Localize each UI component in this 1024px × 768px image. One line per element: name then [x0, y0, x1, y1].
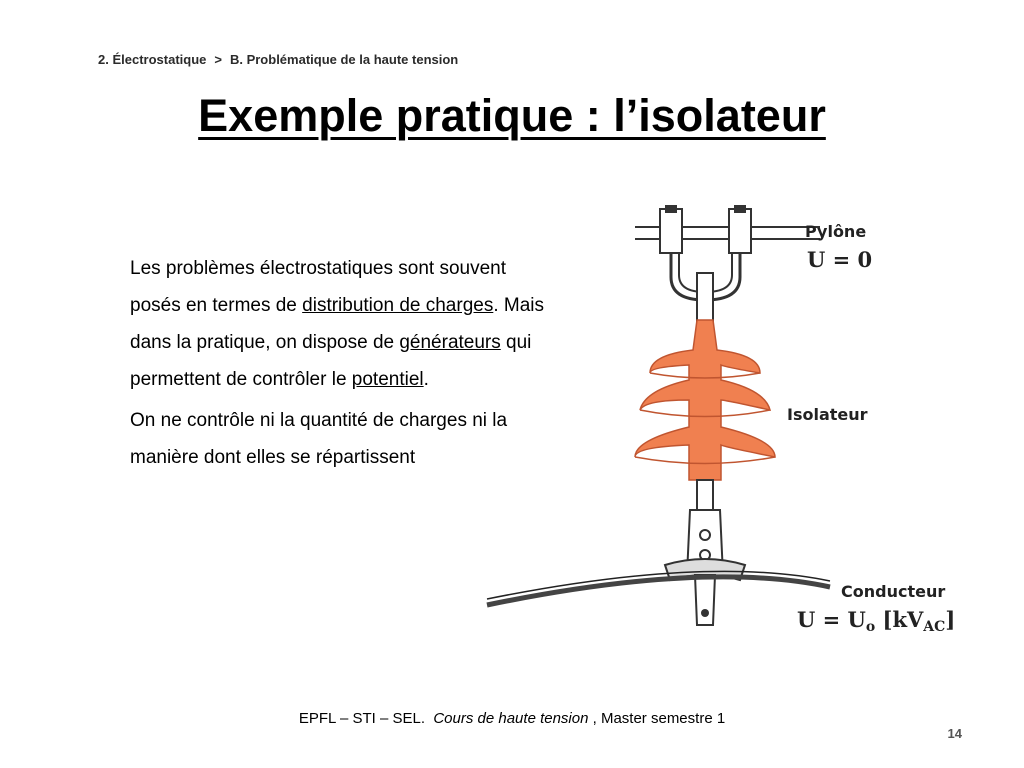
page-number: 14 [947, 726, 962, 741]
label-pylone-voltage: U = 0 [807, 247, 873, 272]
footer-org: EPFL – STI – SEL. [298, 710, 425, 727]
label-conducteur-voltage: U = Uo [kVAC] [797, 607, 956, 635]
footer-course: Cours de haute tension [433, 710, 589, 727]
label-pylone: Pylône [805, 222, 867, 241]
breadcrumb-separator: > [214, 52, 222, 67]
breadcrumb [98, 52, 458, 67]
footer-program: Master semestre 1 [596, 710, 726, 727]
paragraph-1-part-4: . [423, 369, 429, 390]
breadcrumb-subsection: B. Problématique de la haute tension [229, 52, 459, 67]
term-distribution-de-charges: distribution de charges [302, 295, 494, 316]
label-conducteur: Conducteur [841, 582, 946, 601]
term-generateurs: générateurs [399, 332, 501, 353]
breadcrumb-section: 2. Électrostatique [98, 52, 207, 67]
label-isolateur: Isolateur [787, 405, 868, 424]
insulator-diagram [485, 195, 975, 635]
paragraph-1-part-2: . Mais dans la pratique, on dispose de [130, 295, 545, 353]
term-potentiel: potentiel [351, 369, 424, 390]
paragraph-1-part-3: qui permettent de contrôler le [130, 332, 532, 390]
slide-title: Exemple pratique : l’isolateur [198, 90, 826, 141]
footer [0, 710, 1024, 727]
paragraph-2: On ne contrôle ni la quantité de charges ni la manière dont elles se répartissent [130, 410, 508, 468]
footer-comma: , [588, 710, 597, 727]
insulator-discs [635, 320, 775, 480]
paragraph-1-part-1: Les problèmes électrostatiques sont souvent posés en termes de [130, 258, 506, 316]
